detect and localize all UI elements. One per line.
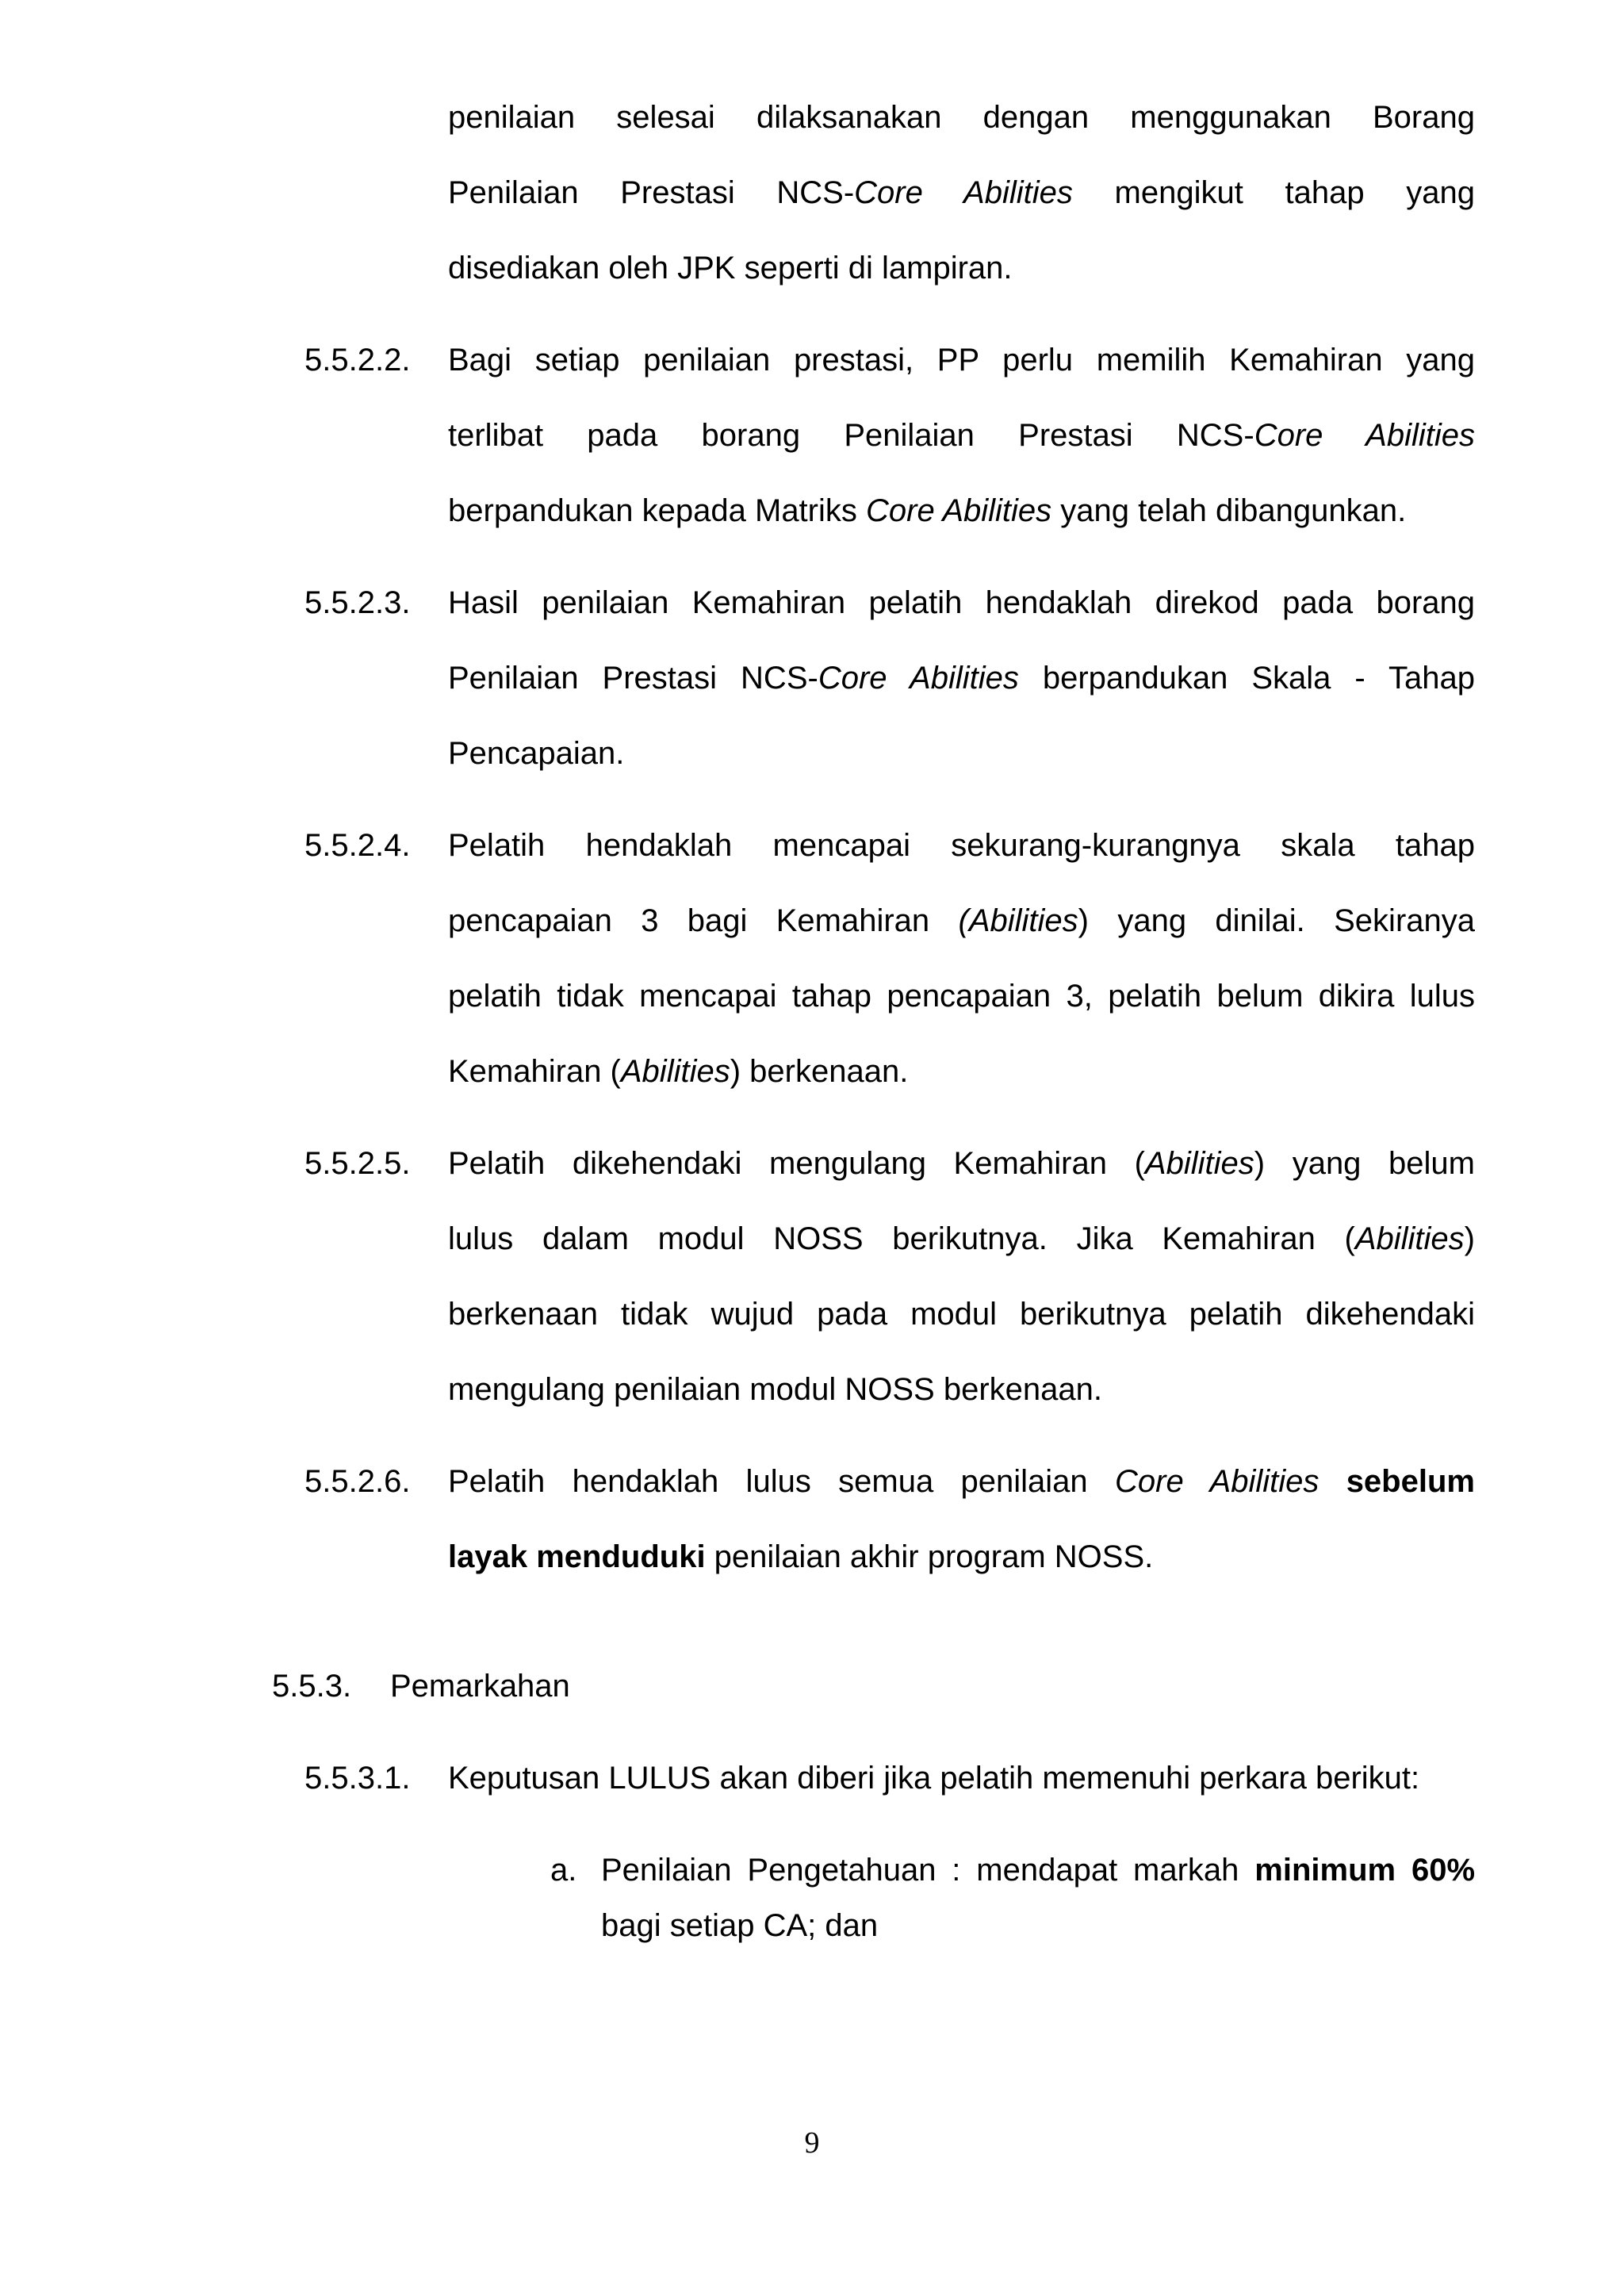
section-title: Pemarkahan	[390, 1669, 570, 1704]
body-line: Pencapaian.	[448, 736, 625, 771]
body-line: Penilaian Prestasi NCS-Core Abilities mengikut tahap yang	[448, 175, 1475, 210]
body-line: pelatih tidak mencapai tahap pencapaian 3, pelatih belum dikira lulus	[448, 979, 1475, 1014]
body-line: lulus dalam modul NOSS berikutnya. Jika Kemahiran (Abilities)	[448, 1221, 1475, 1256]
body-line: Pelatih dikehendaki mengulang Kemahiran (Abilities) yang belum	[448, 1146, 1475, 1181]
clause-number: 5.5.2.4.	[304, 828, 411, 863]
body-line: Bagi setiap penilaian prestasi, PP perlu memilih Kemahiran yang	[448, 343, 1475, 378]
body-line: mengulang penilaian modul NOSS berkenaan.	[448, 1372, 1102, 1407]
body-line: Hasil penilaian Kemahiran pelatih hendaklah direkod pada borang	[448, 585, 1475, 620]
body-line: berkenaan tidak wujud pada modul berikutnya pelatih dikehendaki	[448, 1297, 1475, 1332]
clause-number: 5.5.3.1.	[304, 1761, 411, 1796]
page-number: 9	[804, 2126, 820, 2160]
body-line: disediakan oleh JPK seperti di lampiran.	[448, 251, 1013, 286]
body-line: Keputusan LULUS akan diberi jika pelatih memenuhi perkara berikut:	[448, 1761, 1420, 1796]
clause-number: 5.5.2.3.	[304, 585, 411, 620]
clause-number: 5.5.2.6.	[304, 1464, 411, 1499]
list-item-line: bagi setiap CA; dan	[601, 1908, 879, 1943]
body-line: Penilaian Prestasi NCS-Core Abilities berpandukan Skala - Tahap	[448, 661, 1475, 696]
list-item-line: Penilaian Pengetahuan : mendapat markah minimum 60%	[601, 1853, 1476, 1888]
body-line: penilaian selesai dilaksanakan dengan menggunakan Borang	[448, 100, 1475, 135]
body-line: berpandukan kepada Matriks Core Abilities yang telah dibangunkan.	[448, 493, 1407, 528]
body-line: pencapaian 3 bagi Kemahiran (Abilities) yang dinilai. Sekiranya	[448, 903, 1476, 938]
body-line: layak menduduki penilaian akhir program NOSS.	[448, 1539, 1154, 1574]
body-line: Kemahiran (Abilities) berkenaan.	[448, 1054, 909, 1089]
list-marker: a.	[550, 1853, 577, 1888]
body-line: terlibat pada borang Penilaian Prestasi NCS-Core Abilities	[448, 418, 1475, 453]
clause-number: 5.5.2.2.	[304, 343, 411, 378]
body-line: Pelatih hendaklah lulus semua penilaian Core Abilities sebelum	[448, 1464, 1475, 1499]
body-line: Pelatih hendaklah mencapai sekurang-kurangnya skala tahap	[448, 828, 1475, 863]
clause-number: 5.5.2.5.	[304, 1146, 411, 1181]
section-number: 5.5.3.	[272, 1669, 352, 1704]
